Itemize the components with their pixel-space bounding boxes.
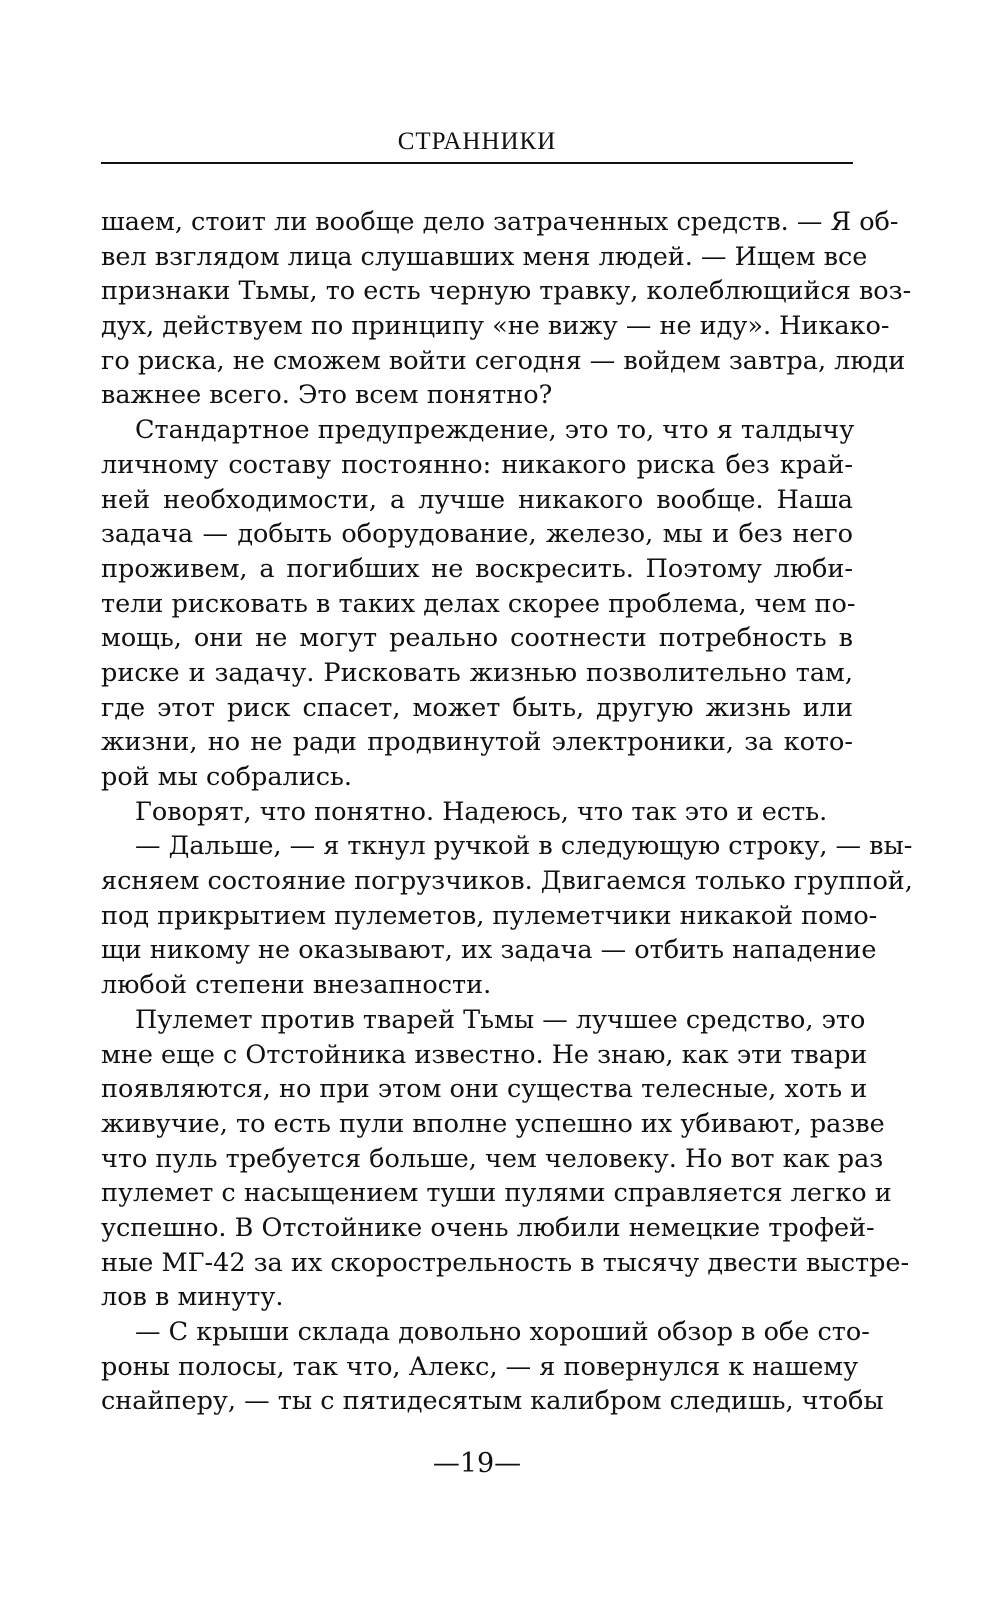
text-line: успешно. В Отстойнике очень любили немецкие трофей- [101,1212,875,1243]
text-line: го риска, не сможем войти сегодня — войдем завтра, люди [101,345,906,376]
text-line: появляются, но при этом они существа телесные, хоть и [101,1074,868,1105]
text-line: где этот риск спасет, может быть, другую жизнь или [101,692,853,723]
text-line: Стандартное предупреждение, это то, что я талдычу [135,415,855,446]
text-line: лов в минуту. [101,1282,284,1313]
page-number: —19— [432,1448,522,1479]
text-line: дух, действуем по принципу «не вижу — не иду». Никако- [101,311,890,342]
text-line: пулемет с насыщением туши пулями справляется легко и [101,1178,892,1209]
text-line: ясняем состояние погрузчиков. Двигаемся только группой, [101,866,913,897]
text-line: мне еще с Отстойника известно. Не знаю, как эти твари [101,1039,868,1070]
text-line: задача — добыть оборудование, железо, мы и без него [101,519,853,550]
text-line: ней необходимости, а лучше никакого вообще. Наша [101,484,853,515]
text-line: признаки Тьмы, то есть черную травку, колеблющийся воз- [101,276,912,307]
text-line: любой степени внезапности. [101,970,492,1001]
text-line: вел взглядом лица слушавших меня людей. — Ищем все [101,241,868,272]
text-line: ные МГ-42 за их скорострельность в тысячу двести выстре- [101,1247,910,1278]
text-line: щи никому не оказывают, их задача — отбить нападение [101,935,877,966]
text-line: — Дальше, — я ткнул ручкой в следующую строку, — вы- [135,831,913,862]
text-line: тели рисковать в таких делах скорее проблема, чем по- [101,588,856,619]
text-line: рой мы собрались. [101,762,352,792]
header-rule [101,162,853,164]
text-line: важнее всего. Это всем понятно? [101,380,553,411]
text-line: под прикрытием пулеметов, пулеметчики никакой помо- [101,900,878,931]
text-line: риске и задачу. Рисковать жизнью позволительно там, [101,657,853,688]
text-line: Пулемет против тварей Тьмы — лучшее средство, это [135,1004,866,1035]
text-line: мощь, они не могут реально соотнести потребность в [101,623,853,654]
text-line: проживем, а погибших не воскресить. Поэтому люби- [101,553,853,584]
text-line: Говорят, что понятно. Надеюсь, что так это и есть. [135,796,828,827]
text-line: роны полосы, так что, Алекс, — я повернулся к нашему [101,1351,859,1382]
text-line: что пуль требуется больше, чем человеку. Но вот как раз [101,1143,884,1174]
text-line: живучие, то есть пули вполне успешно их убивают, разве [101,1108,885,1139]
running-head: СТРАННИКИ [397,128,557,155]
body-text [101,205,913,1419]
text-line: — С крыши склада довольно хороший обзор в обе сто- [135,1317,870,1347]
text-line: жизни, но не ради продвинутой электроники, за кото- [101,727,853,758]
text-line: личному составу постоянно: никакого риска без край- [101,449,853,480]
text-line: снайперу, — ты с пятидесятым калибром следишь, чтобы [101,1386,884,1417]
text-line: шаем, стоит ли вообще дело затраченных средств. — Я об- [101,207,899,237]
